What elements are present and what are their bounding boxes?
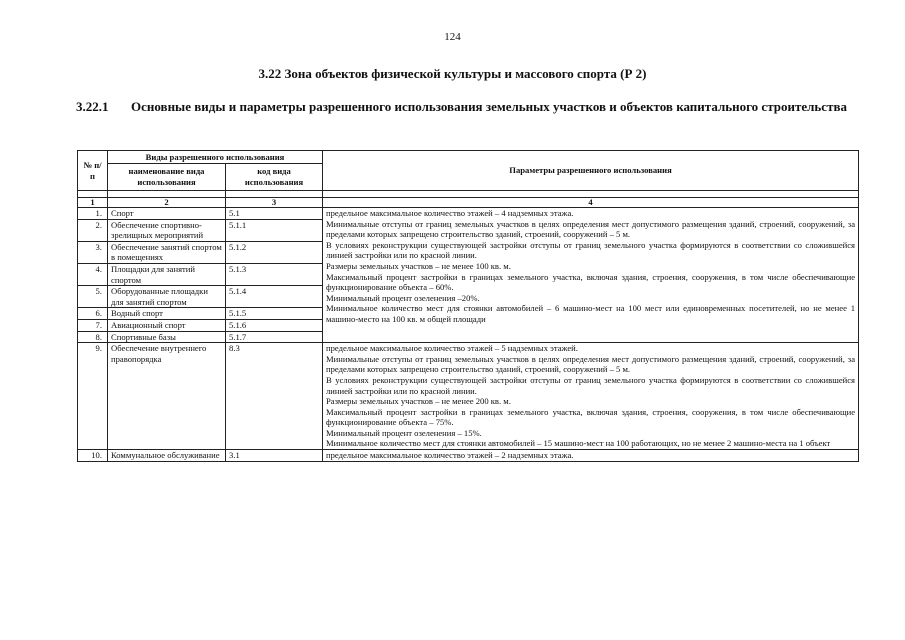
use-name: Авиационный спорт bbox=[108, 319, 226, 331]
table-row bbox=[78, 450, 859, 462]
page-number: 124 bbox=[444, 31, 461, 43]
row-number: 7. bbox=[78, 319, 108, 331]
header-kinds: Виды разрешенного использования bbox=[108, 151, 323, 164]
param-line: Минимальное количество мест для стоянки автомобилей – 15 машино-мест на 100 работающих, но не менее 2 машино-места на 1 объект bbox=[326, 438, 831, 449]
use-code: 5.1.5 bbox=[226, 308, 323, 320]
column-number: 3 bbox=[226, 198, 323, 208]
row-number: 10. bbox=[78, 450, 108, 462]
use-code: 5.1.2 bbox=[226, 241, 323, 263]
use-name: Обеспечение спортивно-зрелищных мероприятий bbox=[108, 219, 226, 241]
row-number: 8. bbox=[78, 331, 108, 343]
table-row bbox=[78, 343, 859, 450]
table-row bbox=[78, 208, 859, 220]
header-params: Параметры разрешенного использования bbox=[323, 151, 859, 191]
param-line: Минимальные отступы от границ земельных участков в целях определения мест допустимого размещения зданий, строений, сооружений, за пределами которых запрещено строительство зданий, строений, сооружений – 5 м. bbox=[326, 353, 856, 375]
use-name: Оборудованные площадки для занятий спортом bbox=[108, 286, 226, 308]
param-line: Размеры земельных участков – не менее 200 кв. м. bbox=[326, 396, 511, 407]
params-cell bbox=[323, 343, 859, 450]
column-numbers-row bbox=[78, 198, 859, 208]
use-code: 8.3 bbox=[226, 343, 323, 450]
row-number: 6. bbox=[78, 308, 108, 320]
row-number: 1. bbox=[78, 208, 108, 220]
column-number: 1 bbox=[78, 198, 108, 208]
param-line: В условиях реконструкции существующей застройки отступы от границ земельного участка формируются в соответствии со сложившейся линией застройки или по красной линии. bbox=[326, 374, 856, 396]
column-number: 2 bbox=[108, 198, 226, 208]
header-code: код вида использования bbox=[226, 164, 323, 191]
param-line: предельное максимальное количество этажей – 2 надземных этажа. bbox=[326, 450, 574, 461]
use-code: 5.1.3 bbox=[226, 263, 323, 285]
use-name: Площадки для занятий спортом bbox=[108, 263, 226, 285]
param-line: Минимальный процент озеленения – 15%. bbox=[326, 427, 482, 438]
param-line: В условиях реконструкции существующей застройки отступы от границ земельного участка формируются в соответствии со сложившейся линией застройки или по красной линии. bbox=[326, 239, 856, 261]
params-cell bbox=[323, 450, 859, 462]
param-line: предельное максимальное количество этажей – 4 надземных этажа. bbox=[326, 208, 574, 218]
param-line: Размеры земельных участков – не менее 100 кв. м. bbox=[326, 260, 511, 271]
row-number: 3. bbox=[78, 241, 108, 263]
use-name: Коммунальное обслуживание bbox=[108, 450, 226, 462]
table-header-row bbox=[78, 151, 859, 164]
header-number: № п/п bbox=[78, 151, 108, 191]
subsection-title: Основные виды и параметры разрешенного использования земельных участков и объектов капитального строительства bbox=[131, 99, 847, 114]
use-name: Водный спорт bbox=[108, 308, 226, 320]
param-line: Минимальные отступы от границ земельных участков в целях определения мест допустимого размещения зданий, строений, сооружений, за пределами которых запрещено строительство зданий, строений, сооружений – 5 м. bbox=[326, 218, 856, 240]
use-code: 5.1 bbox=[226, 208, 323, 220]
row-number: 2. bbox=[78, 219, 108, 241]
land-use-table bbox=[77, 150, 859, 462]
param-line: Минимальный процент озеленения –20%. bbox=[326, 292, 480, 303]
subsection-number: 3.22.1 bbox=[76, 99, 109, 114]
header-name: наименование вида использования bbox=[108, 164, 226, 191]
use-name: Обеспечение занятий спортом в помещениях bbox=[108, 241, 226, 263]
column-number: 4 bbox=[323, 198, 859, 208]
param-line: предельное максимальное количество этажей – 5 надземных этажей. bbox=[326, 343, 578, 354]
use-name: Обеспечение внутреннего правопорядка bbox=[108, 343, 226, 450]
use-code: 5.1.6 bbox=[226, 319, 323, 331]
param-line: Максимальный процент застройки в границах земельного участка, включая здания, строения, сооружения, в том числе обеспечивающие функционирование объекта – 60%. bbox=[326, 271, 856, 293]
use-code: 5.1.7 bbox=[226, 331, 323, 343]
param-line: Максимальный процент застройки в границах земельного участка, включая здания, строения, сооружения, в том числе обеспечивающие функционирование объекта – 75%. bbox=[326, 406, 856, 428]
params-cell bbox=[323, 208, 859, 343]
use-name: Спортивные базы bbox=[108, 331, 226, 343]
param-line: Минимальное количество мест для стоянки автомобилей – 6 машино-мест на 100 мест или единовременных посетителей, но не менее 1 машино-место на 100 кв. м общей площади bbox=[326, 303, 856, 324]
row-number: 5. bbox=[78, 286, 108, 308]
use-code: 5.1.4 bbox=[226, 286, 323, 308]
header-spacer-row bbox=[78, 191, 859, 198]
section-title: 3.22 Зона объектов физической культуры и массового спорта (Р 2) bbox=[258, 66, 647, 81]
use-code: 3.1 bbox=[226, 450, 323, 462]
row-number: 9. bbox=[78, 343, 108, 450]
use-code: 5.1.1 bbox=[226, 219, 323, 241]
use-name: Спорт bbox=[108, 208, 226, 220]
row-number: 4. bbox=[78, 263, 108, 285]
